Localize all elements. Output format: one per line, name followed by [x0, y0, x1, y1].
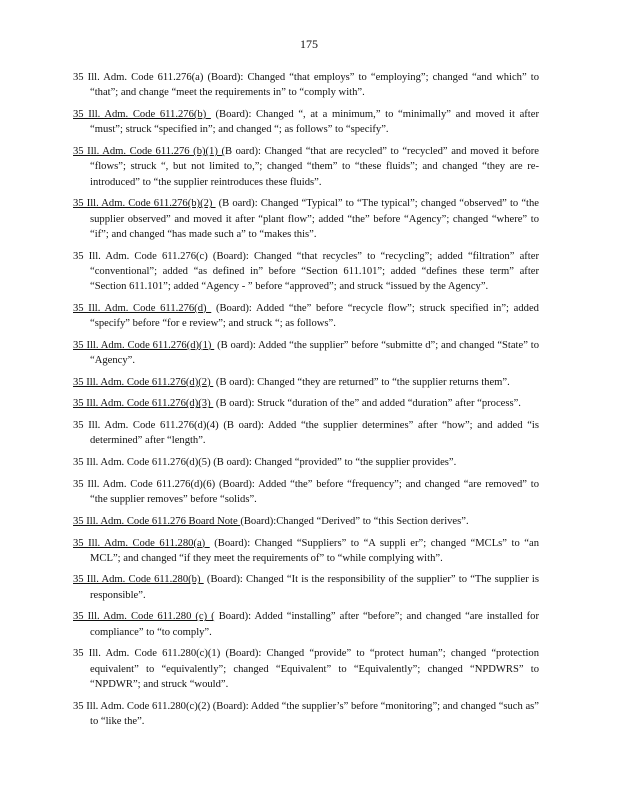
citation: 35 Ill. Adm. Code 611.276(b) [73, 108, 211, 120]
citation: 35 Ill. Adm. Code 611.276(d)(2) [73, 376, 214, 388]
citation: 35 Ill. Adm. Code 611.276(d) [73, 302, 212, 314]
citation: 35 Ill. Adm. Code 611.280(a) [73, 537, 210, 549]
citation: 35 Ill. Adm. Code 611.276(d)(1) [73, 339, 215, 351]
change-description: (Board):Changed “Derived” to “this Section derives”. [240, 515, 469, 527]
citation: 35 Ill. Adm. Code 611.276(a) [73, 72, 204, 83]
amendment-entry [73, 572, 539, 603]
amendment-entry [73, 338, 539, 369]
change-description: (B oard): Changed “Typical” to “The typical”; changed “observed” to “the supplier observed” and moved it after “plant flow”; added “the” before “Agency”; changed “where” to “if”; and changed “has made such a” to “makes this”. [90, 198, 539, 240]
change-description: (Board): Added “the” before “frequency”; and changed “are removed” to “the supplier removes” before “solids”. [90, 478, 539, 506]
change-description: (Board): Changed “It is the responsibility of the supplier” to “The supplier is responsible”. [90, 574, 539, 601]
change-description: (Board): Changed “Suppliers” to “A suppli er”; changed “MCLs” to “an MCL”; and changed “if they meet the requirements of” to “while complying with”. [90, 537, 540, 564]
amendment-entry [73, 699, 539, 730]
change-description: (B oard): Changed “provided” to “the supplier provides”. [210, 457, 457, 469]
amendment-entry [73, 301, 539, 332]
citation: 35 Ill. Adm. Code 611.276(d)(6) [73, 478, 216, 490]
amendment-entry [73, 477, 539, 508]
amendment-entry [73, 646, 539, 692]
change-description: (B oard): Added “the supplier determines” after “how”; and added “is determined” after “length”. [90, 420, 539, 447]
citation: 35 Ill. Adm. Code 611.276(c) [73, 250, 208, 262]
change-description: (B oard): Added “the supplier” before “submitte d”; and changed “State” to “Agency”. [90, 339, 539, 367]
citation: 35 Ill. Adm. Code 611.280(b) [73, 574, 204, 586]
citation: 35 Ill. Adm. Code 611.276(b)(2) [73, 198, 216, 210]
amendment-entry [73, 249, 539, 295]
change-description: (Board): Changed “provide” to “protect human”; changed “protection equivalent” to “equivalently”; changed “Equivalent” to “Equivalently”; changed “NPDWRS” to “NPDWR”; and struck “would”. [90, 648, 539, 691]
amendment-list [73, 70, 539, 736]
citation: 35 Ill. Adm. Code 611.276 (b)(1) ( [73, 145, 225, 157]
amendment-entry [73, 375, 539, 390]
citation: 35 Ill. Adm. Code 611.280(c)(2) [73, 700, 211, 712]
change-description: Board): Added “installing” after “before”; and changed “are installed for compliance” to “to comply”. [90, 611, 539, 638]
change-description: (Board): Added “the” before “recycle flow”; struck specified in”; added “specify” before “for e review”; and struck “; as follows”. [90, 302, 539, 330]
amendment-entry [73, 418, 539, 449]
amendment-entry [73, 455, 539, 470]
amendment-entry [73, 609, 539, 640]
citation: 35 Ill. Adm. Code 611.276 Board Note [73, 515, 241, 527]
citation: 35 Ill. Adm. Code 611.276(d)(4) [73, 420, 219, 432]
citation: 35 Ill. Adm. Code 611.280(c)(1) [73, 648, 221, 660]
amendment-entry [73, 107, 539, 138]
change-description: (B oard): Changed “they are returned” to “the supplier returns them”. [213, 376, 510, 388]
change-description: (Board): Changed “that employs” to “employing”; changed “and which” to “that”; and change “meet the requirements in” to “comply with”. [90, 72, 539, 99]
change-description: (Board): Changed “, at a minimum,” to “minimally” and moved it after “must”; struck “specified in”; and changed “; as follows” to “specify”. [90, 108, 539, 136]
amendment-entry [73, 514, 539, 529]
page-number: 175 [300, 37, 318, 51]
change-description: B oard): Changed “that are recycled” to “recycled” and moved it before “flows”; struck “, but not limited to,”; changed “them” to “these fluids”; and changed “they are re-introduced” to “the supplier reintroduces these fluids”. [90, 145, 539, 188]
citation: 35 Ill. Adm. Code 611.280 (c) ( [73, 611, 215, 623]
amendment-entry [73, 144, 539, 190]
amendment-entry [73, 396, 539, 411]
change-description: (Board): Changed “that recycles” to “recycling”; added “filtration” after “conventional”; added “as defined in” before “Section 611.101”; added “defines these term” after “Section 611.101”; added “Agency - ” before “approved”; and struck “issued by the Agency”. [90, 250, 539, 293]
citation: 35 Ill. Adm. Code 611.276(d)(3) [73, 398, 214, 410]
change-description: (Board): Added “the supplier’s” before “monitoring”; and changed “such as” to “like the”. [90, 700, 540, 728]
change-description: (B oard): Struck “duration of the” and added “duration” after “process”. [213, 398, 521, 410]
citation: 35 Ill. Adm. Code 611.276(d)(5) [73, 457, 211, 469]
amendment-entry [73, 196, 539, 242]
amendment-entry [73, 536, 539, 567]
amendment-entry [73, 70, 539, 101]
